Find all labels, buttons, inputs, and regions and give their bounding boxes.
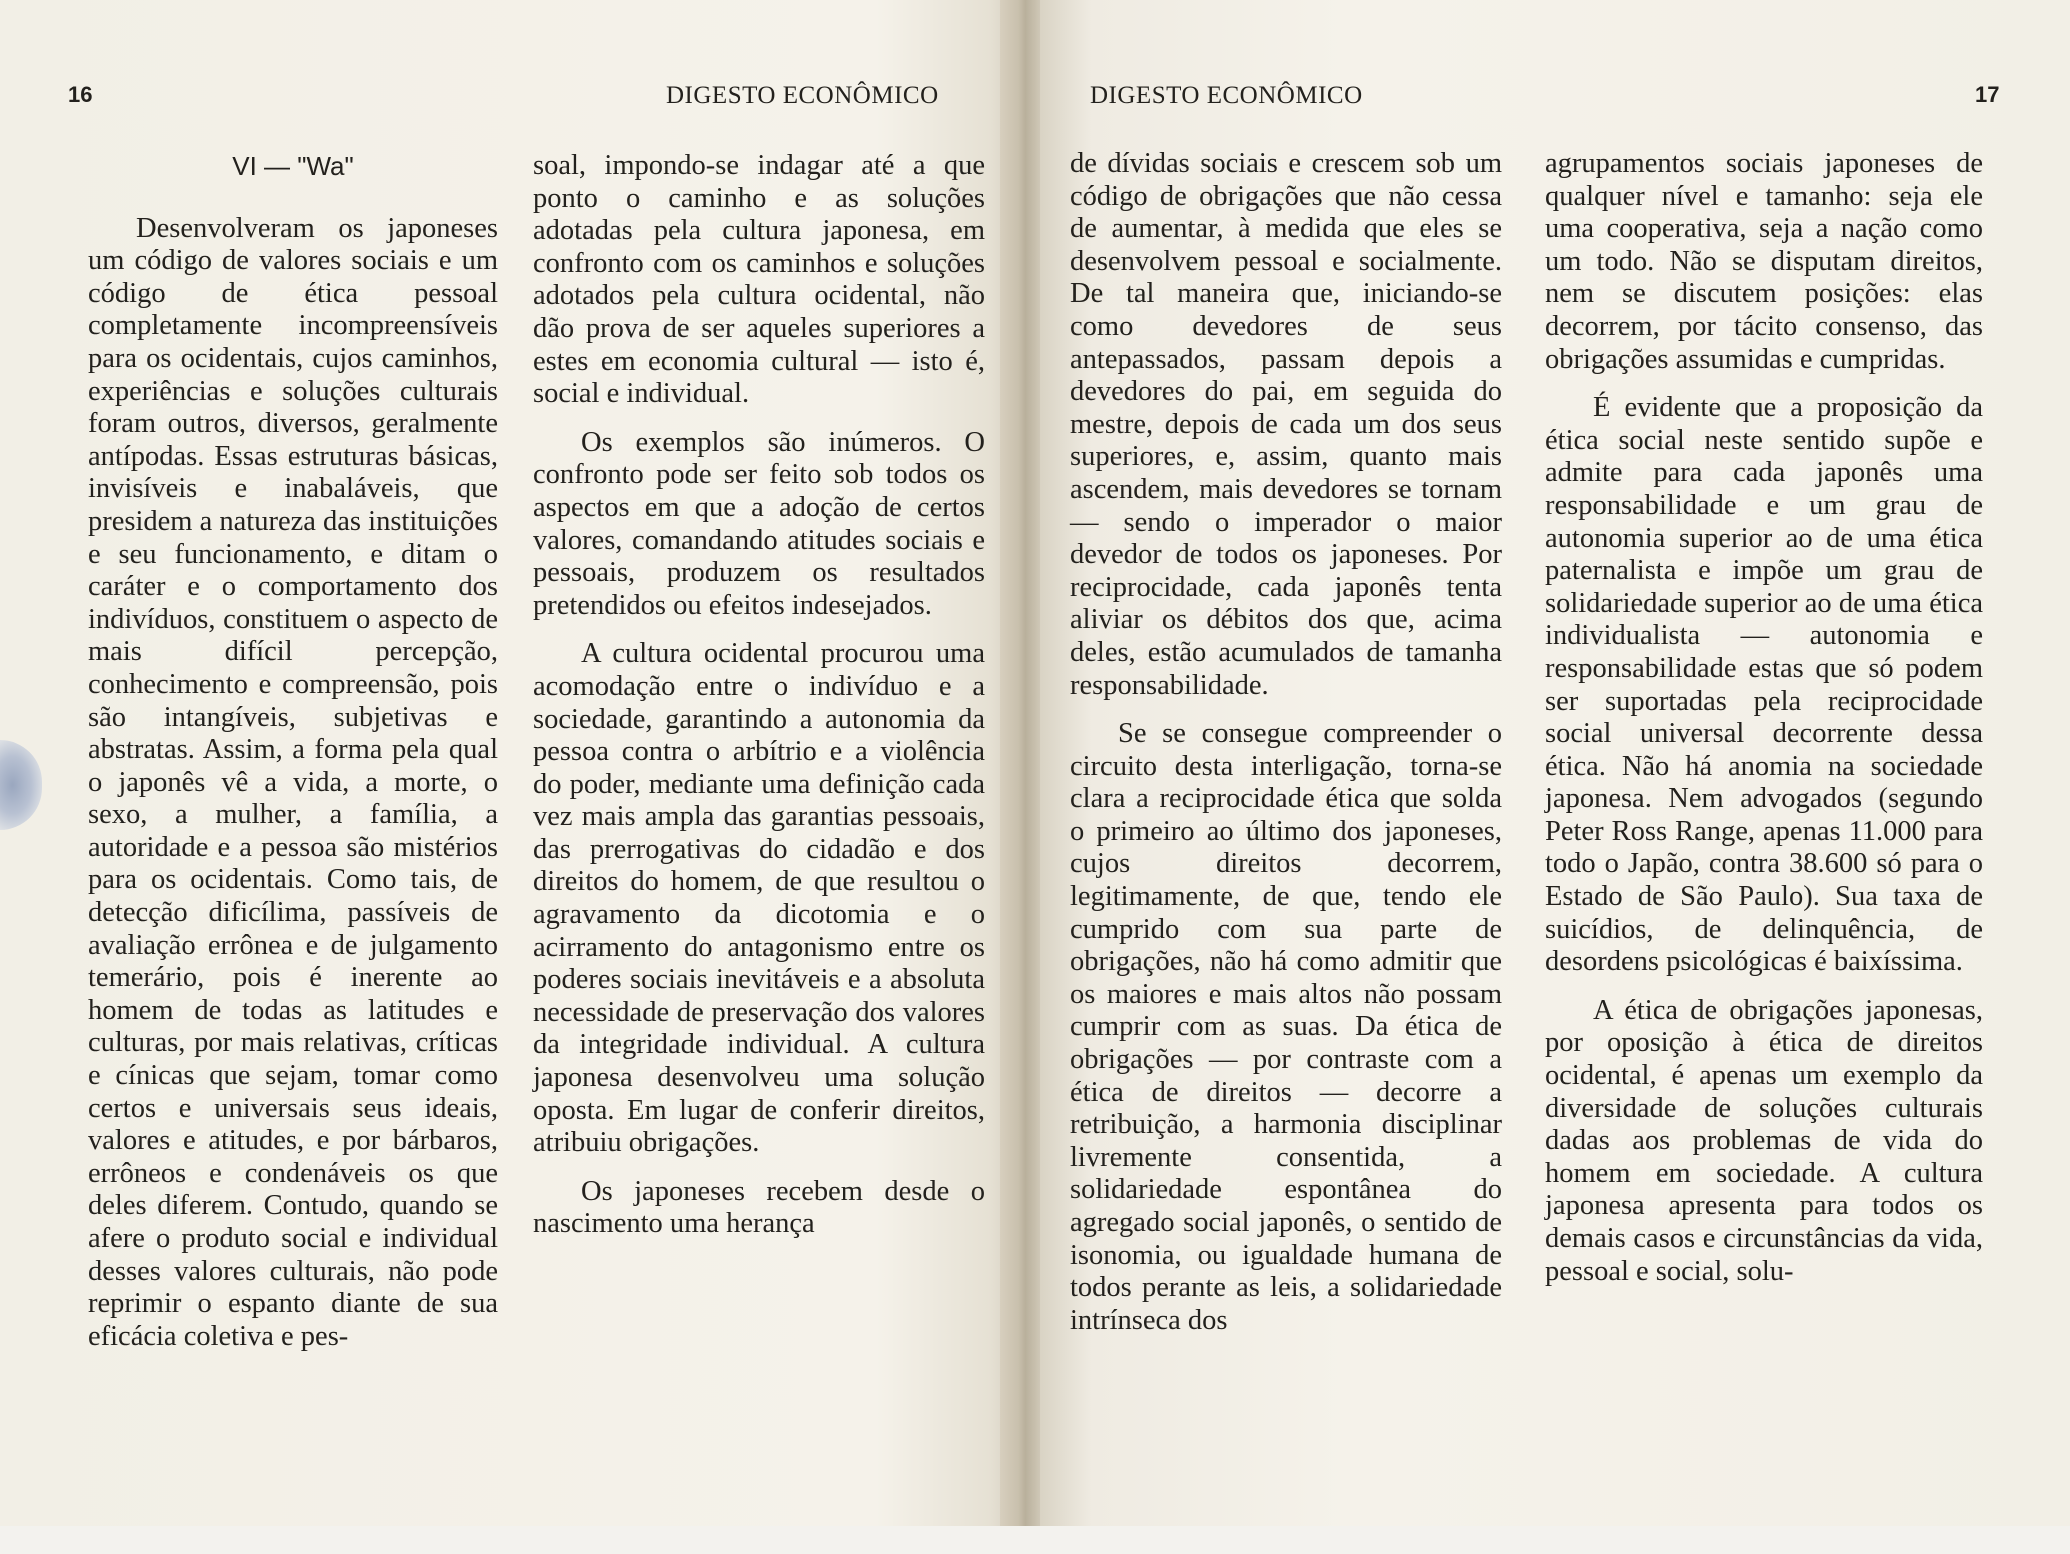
running-head-right: DIGESTO ECONÔMICO	[1090, 82, 1363, 109]
left-column-1	[88, 142, 498, 1353]
right-column-2	[1545, 148, 1983, 1288]
left-column-2	[533, 150, 985, 1241]
paragraph: Se se consegue compreender o circuito desta interligação, torna-se clara a reciprocidade ética que solda o primeiro ao último dos japoneses, cujos direitos decorrem, legitimamente, de que, tendo ele cumprido com sua parte de obrigações, não há como admitir que os maiores e mais altos não possam cumprir com as suas. Da ética de obrigações — por contraste com a ética de direitos — decorre a retribuição, a harmonia disciplinar livremente consentida, a solidariedade espontânea do agregado social japonês, o sentido de isonomia, ou igualdade humana de todos perante as leis, a solidariedade intrínseca dos	[1070, 718, 1502, 1336]
scan-bottom-edge	[0, 1526, 2070, 1554]
paragraph: Os japoneses recebem desde o nascimento uma herança	[533, 1175, 985, 1240]
paragraph: agrupamentos sociais japoneses de qualquer nível e tamanho: seja ele uma cooperativa, seja a nação como um todo. Não se disputam direitos, nem se discutem posições: elas decorrem, por tácito consenso, das obrigações assumidas e cumpridas.	[1545, 148, 1983, 375]
paragraph: Desenvolveram os japoneses um código de valores sociais e um código de ética pessoal completamente incompreensíveis para os ocidentais, cujos caminhos, experiências e soluções culturais foram outros, diversos, geralmente antípodas. Essas estruturas básicas, invisíveis e inabaláveis, que presidem a natureza das instituições e seu funcionamento, e ditam o caráter e o comportamento dos indivíduos, constituem o aspecto de mais difícil percepção, conhecimento e compreensão, pois são intangíveis, subjetivas e abstratas. Assim, a forma pela qual o japonês vê a vida, a morte, o sexo, a mulher, a família, a autoridade e a pessoa são mistérios para os ocidentais. Como tais, de detecção dificílima, passíveis de avaliação errônea e de julgamento temerário, pois é inerente ao homem de todas as latitudes e culturas, por mais relativas, críticas e cínicas que sejam, tomar como certos e universais seus ideais, valores e atitudes, e por bárbaros, errôneos e condenáveis os que deles diferem. Contudo, quando se afere o produto social e individual desses valores culturais, não pode reprimir o espanto diante de sua eficácia coletiva e pes-	[88, 212, 498, 1352]
paragraph: A ética de obrigações japonesas, por oposição à ética de direitos ocidental, é apenas um exemplo da diversidade de soluções culturais dadas aos problemas de vida do homem em sociedade. A cultura japonesa apresenta para todos os demais casos e circunstâncias da vida, pessoal e social, solu-	[1545, 994, 1983, 1287]
page-stain	[0, 740, 42, 830]
right-column-1	[1070, 148, 1502, 1337]
right-page	[1040, 0, 2070, 1554]
paragraph: Os exemplos são inúmeros. O confronto pode ser feito sob todos os aspectos em que a adoção de certos valores, comandando atitudes sociais e pessoais, produzem os resultados pretendidos ou efeitos indesejados.	[533, 426, 985, 621]
paragraph: soal, impondo-se indagar até a que ponto o caminho e as soluções adotadas pela cultura japonesa, em confronto com os caminhos e soluções adotados pela cultura ocidental, não dão prova de ser aqueles superiores a estes em economia cultural — isto é, social e individual.	[533, 150, 985, 410]
paragraph: de dívidas sociais e crescem sob um código de obrigações que não cessa de aumentar, à medida que eles se desenvolvem pessoal e socialmente. De tal maneira que, iniciando-se como devedores de seus antepassados, passam depois a devedores do pai, em seguida do mestre, depois de cada um dos seus superiores, e, assim, quanto mais ascendem, mais devedores se tornam — sendo o imperador o maior devedor de todos os japoneses. Por reciprocidade, cada japonês tenta aliviar os débitos dos que, acima deles, estão acumulados de tamanha responsabilidade.	[1070, 148, 1502, 701]
page-number-right: 17	[1975, 82, 2000, 107]
paragraph: A cultura ocidental procurou uma acomodação entre o indivíduo e a sociedade, garantindo a autonomia da pessoa contra o arbítrio e a violência do poder, mediante uma definição cada vez mais ampla das garantias pessoais, das prerrogativas do cidadão e dos direitos do homem, de que resultou o agravamento da dicotomia e o acirramento do antagonismo entre os poderes sociais inevitáveis e a absoluta necessidade de preservação dos valores da integridade individual. A cultura japonesa desenvolveu uma solução oposta. Em lugar de conferir direitos, atribuiu obrigações.	[533, 638, 985, 1159]
running-head-left: DIGESTO ECONÔMICO	[666, 82, 939, 109]
left-page	[0, 0, 1030, 1554]
page-number-left: 16	[68, 82, 93, 107]
section-title: VI — "Wa"	[232, 151, 354, 181]
paragraph: É evidente que a proposição da ética social neste sentido supõe e admite para cada japonês uma responsabilidade e um grau de autonomia superior ao de uma ética paternalista e impõe um grau de solidariedade superior ao de uma ética individualista — autonomia e responsabilidade estas que só podem ser suportadas pela reciprocidade social universal decorrente dessa ética. Não há anomia na sociedade japonesa. Nem advogados (segundo Peter Ross Range, apenas 11.000 para todo o Japão, contra 38.600 só para o Estado de São Paulo). Sua taxa de suicídios, de delinquência, de desordens psicológicas é baixíssima.	[1545, 392, 1983, 978]
